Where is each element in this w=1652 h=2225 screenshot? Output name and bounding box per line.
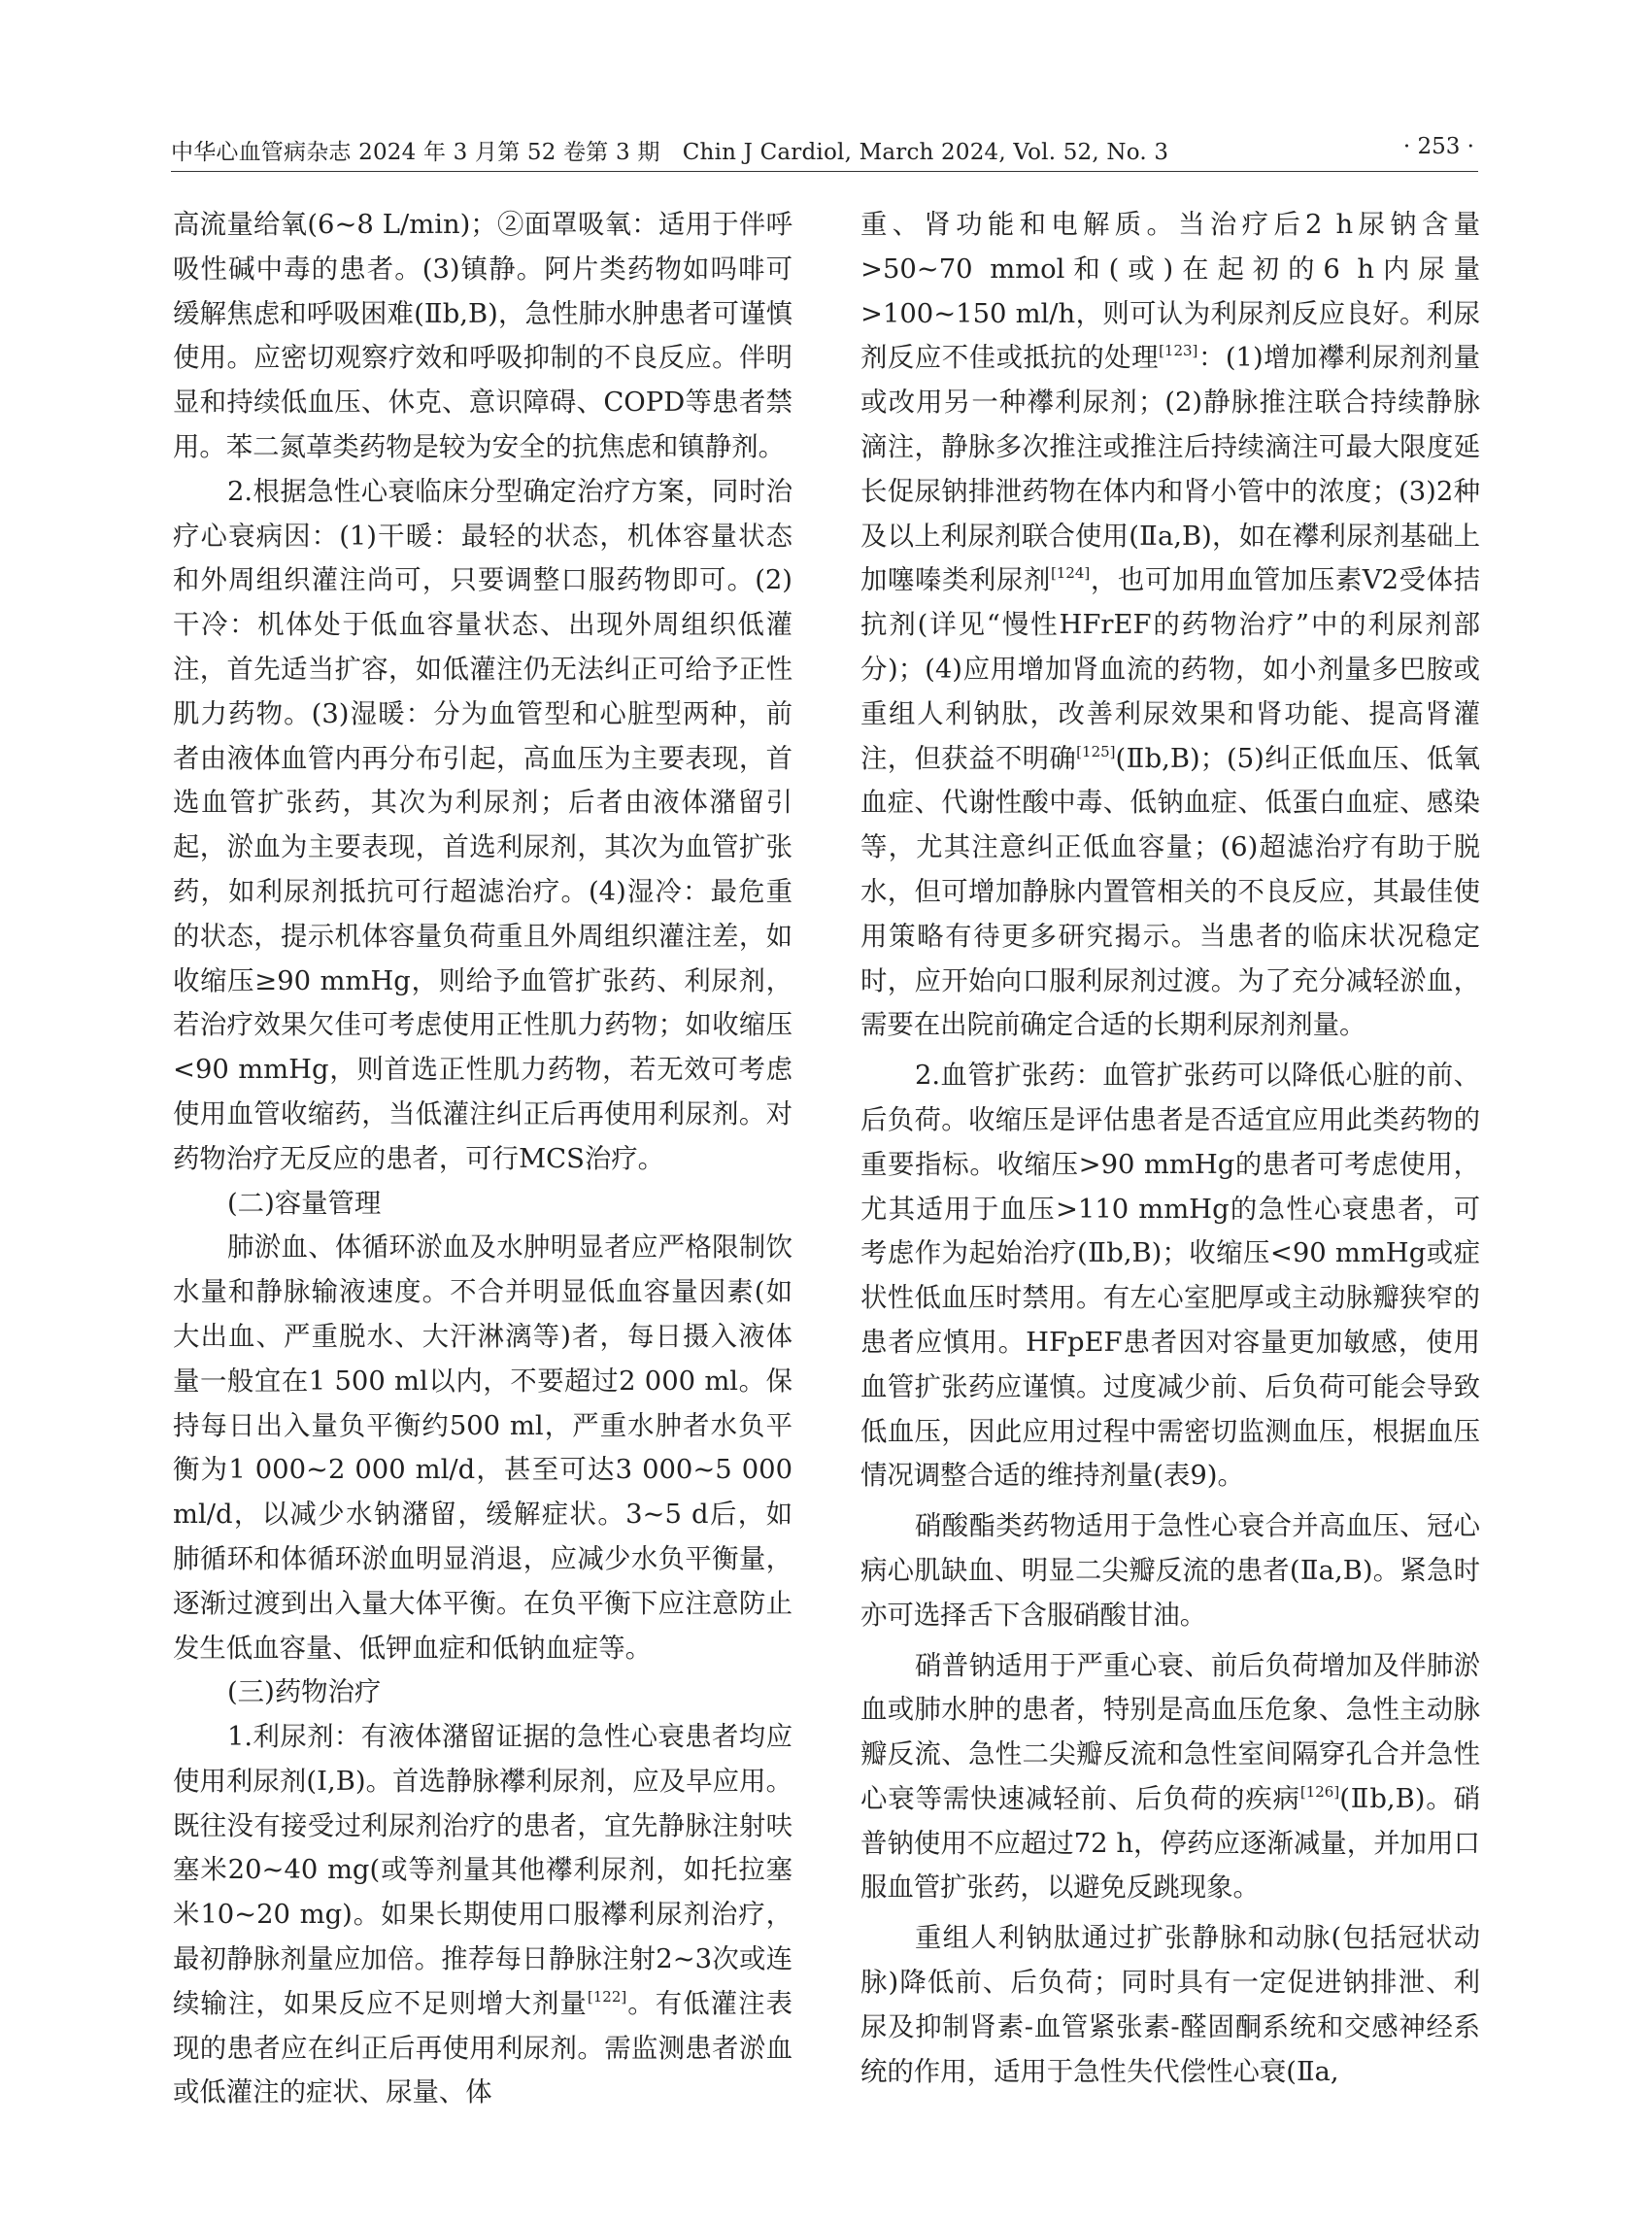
diuretics-text-1: 1.利尿剂：有液体潴留证据的急性心衰患者均应使用利尿剂(Ⅰ,B)。首选静脉襻利尿剂，应及早应用。既往没有接受过利尿剂治疗的患者，宜先静脉注射呋塞米20~40 mg(或等剂量其他襻利尿剂，如托拉塞米10~20 mg)。如果长期使用口服襻利尿剂治疗，最初静脉剂量应加倍。推荐每日静脉注射2~3次或连续输注，如果反应不足则增大剂量	[173, 1722, 792, 2019]
paragraph-nitroprusside	[860, 1644, 1480, 1911]
diuretic-response-text-1: 重、肾功能和电解质。当治疗后2 h尿钠含量>50~70 mmol和(或)在起初的6 h内尿量>100~150 ml/h，则可认为利尿剂反应良好。利尿剂反应不佳或抵抗的处理	[860, 210, 1480, 374]
heading-drug-therapy: (三)药物治疗	[227, 1677, 382, 1708]
right-column	[860, 203, 1480, 2094]
journal-citation: 中华心血管病杂志 2024 年 3 月第 52 卷第 3 期 Chin J Cardiol, March 2024, Vol. 52, No. 3	[171, 140, 1169, 165]
paragraph-volume-management: 肺淤血、体循环淤血及水肿明显者应严格限制饮水量和静脉输液速度。不合并明显低血容量因素(如大出血、严重脱水、大汗淋漓等)者，每日摄入液体量一般宜在1 500 ml以内，不要超过2 000 ml。保持每日出入量负平衡约500 ml，严重水肿者水负平衡为1 000~2 000 ml/d，甚至可达3 000~5 000 ml/d，以减少水钠潴留，缓解症状。3~5 d后，如肺循环和体循环淤血明显消退，应减少水负平衡量，逐渐过渡到出入量大体平衡。在负平衡下应注意防止发生低血容量、低钾血症和低钠血症等。	[173, 1232, 792, 1664]
paragraph-diuretics	[173, 1715, 792, 2115]
nitroprusside-text-1: 硝普钠适用于严重心衰、前后负荷增加及伴肺淤血或肺水肿的患者，特别是高血压危象、急性主动脉瓣反流、急性二尖瓣反流和急性室间隔穿孔合并急性心衰等需快速减轻前、后负荷的疾病	[860, 1650, 1480, 1814]
paragraph-nitrates: 硝酸酯类药物适用于急性心衰合并高血压、冠心病心肌缺血、明显二尖瓣反流的患者(Ⅱa,B)。紧急时亦可选择舌下含服硝酸甘油。	[860, 1511, 1480, 1631]
citation-126: [126]	[1299, 1782, 1340, 1801]
citation-123: [123]	[1159, 342, 1198, 360]
diuretic-response-text-4: (Ⅱb,B)；(5)纠正低血压、低氧血症、代谢性酸中毒、低钠血症、低蛋白血症、感染等，尤其注意纠正低血容量；(6)超滤治疗有助于脱水，但可增加静脉内置管相关的不良反应，其最佳使用策略有待更多研究揭示。当患者的临床状况稳定时，应开始向口服利尿剂过渡。为了充分减轻淤血，需要在出院前确定合适的长期利尿剂剂量。	[860, 743, 1480, 1041]
paragraph-vasodilators: 2.血管扩张药：血管扩张药可以降低心脏的前、后负荷。收缩压是评估患者是否适宜应用此类药物的重要指标。收缩压>90 mmHg的患者可考虑使用，尤其适用于血压>110 mmHg的急性心衰患者，可考虑作为起始治疗(Ⅱb,B)；收缩压<90 mmHg或症状性低血压时禁用。有左心室肥厚或主动脉瓣狭窄的患者应慎用。HFpEF患者因对容量更加敏感，使用血管扩张药应谨慎。过度减少前、后负荷可能会导致低血压，因此应用过程中需密切监测血压，根据血压情况调整合适的维持剂量(表9)。	[860, 1061, 1480, 1492]
running-header	[171, 132, 1478, 172]
page-number: · 253 ·	[1402, 134, 1474, 159]
paragraph-diuretic-response	[860, 203, 1480, 1048]
diuretic-response-text-2: ：(1)增加襻利尿剂剂量或改用另一种襻利尿剂；(2)静脉推注联合持续静脉滴注，静脉多次推注或推注后持续滴注可最大限度延长促尿钠排泄药物在体内和肾小管中的浓度；(3)2种及以上利尿剂联合使用(Ⅱa,B)，如在襻利尿剂基础上加噻嗪类利尿剂	[860, 343, 1480, 596]
paragraph-natriuretic-peptide: 重组人利钠肽通过扩张静脉和动脉(包括冠状动脉)降低前、后负荷；同时具有一定促进钠排泄、利尿及抑制肾素-血管紧张素-醛固酮系统和交感神经系统的作用，适用于急性失代偿性心衰(Ⅱa,	[860, 1923, 1480, 2087]
citation-122: [122]	[587, 1987, 627, 2006]
nitroprusside-text-2: (Ⅱb,B)。硝普钠使用不应超过72 h，停药应逐渐减量，并加用口服血管扩张药，以避免反跳现象。	[860, 1783, 1480, 1904]
citation-125: [125]	[1076, 742, 1116, 760]
citation-124: [124]	[1050, 564, 1091, 583]
paragraph-clinical-types: 2.根据急性心衰临床分型确定治疗方案，同时治疗心衰病因：(1)干暖：最轻的状态，机体容量状态和外周组织灌注尚可，只要调整口服药物即可。(2)干冷：机体处于低血容量状态、出现外周组织低灌注，首先适当扩容，如低灌注仍无法纠正可给予正性肌力药物。(3)湿暖：分为血管型和心脏型两种，前者由液体血管内再分布引起，高血压为主要表现，首选血管扩张药，其次为利尿剂；后者由液体潴留引起，淤血为主要表现，首选利尿剂，其次为血管扩张药，如利尿剂抵抗可行超滤治疗。(4)湿冷：最危重的状态，提示机体容量负荷重且外周组织灌注差，如收缩压≥90 mmHg，则给予血管扩张药、利尿剂，若治疗效果欠佳可考虑使用正性肌力药物；如收缩压<90 mmHg，则首选正性肌力药物，若无效可考虑使用血管收缩药，当低灌注纠正后再使用利尿剂。对药物治疗无反应的患者，可行MCS治疗。	[173, 476, 792, 1174]
heading-volume-management: (二)容量管理	[227, 1188, 382, 1219]
paragraph-oxygen-sedation: 高流量给氧(6~8 L/min)；②面罩吸氧：适用于伴呼吸性碱中毒的患者。(3)镇静。阿片类药物如吗啡可缓解焦虑和呼吸困难(Ⅱb,B)，急性肺水肿患者可谨慎使用。应密切观察疗效和呼吸抑制的不良反应。伴明显和持续低血压、休克、意识障碍、COPD等患者禁用。苯二氮䓬类药物是较为安全的抗焦虑和镇静剂。	[173, 210, 792, 462]
left-column	[173, 203, 792, 2115]
diuretics-text-2: 。有低灌注表现的患者应在纠正后再使用利尿剂。需监测患者淤血或低灌注的症状、尿量、体	[173, 1988, 792, 2108]
diuretic-response-text-3: ，也可加用血管加压素V2受体拮抗剂(详见“慢性HFrEF的药物治疗”中的利尿剂部分)；(4)应用增加肾血流的药物，如小剂量多巴胺或重组人利钠肽，改善利尿效果和肾功能、提高肾灌注，但获益不明确	[860, 565, 1480, 774]
